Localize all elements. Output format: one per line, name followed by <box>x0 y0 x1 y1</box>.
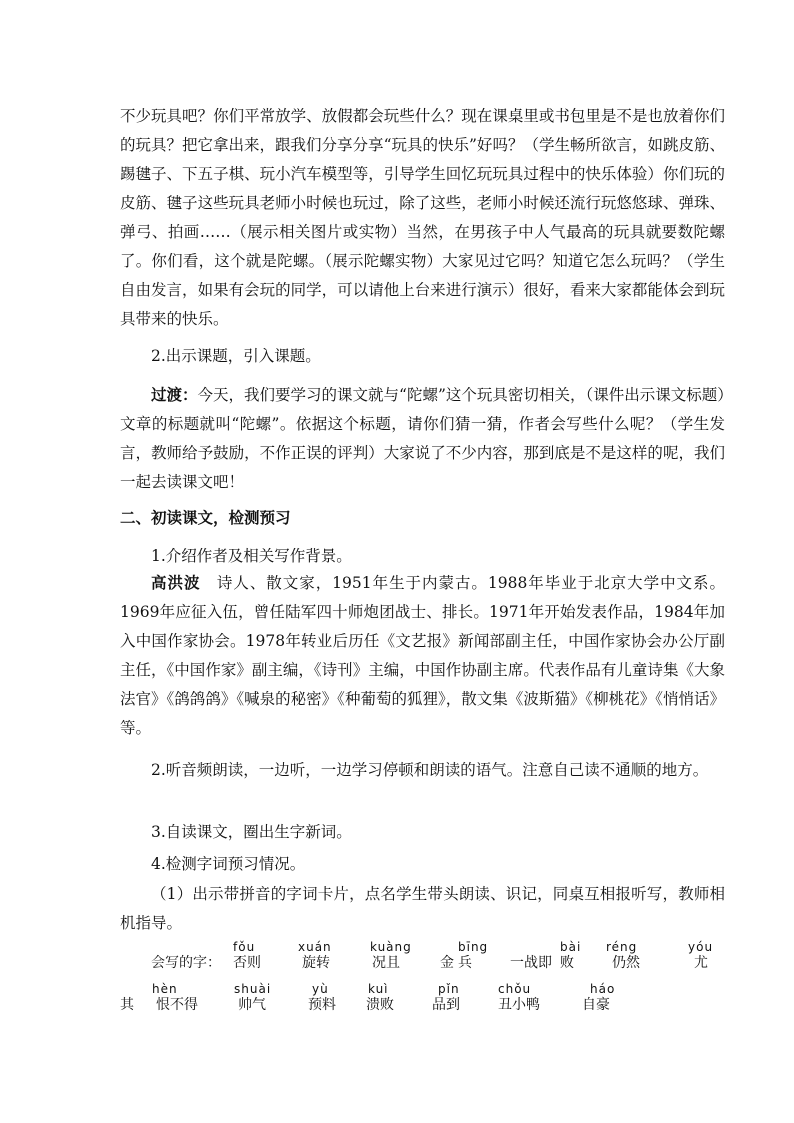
pinyin: réng <box>606 940 638 954</box>
pinyin: shuài <box>234 982 272 996</box>
author-name: 高洪波 <box>151 573 201 592</box>
vocab-word: 自豪 <box>582 997 610 1013</box>
step-3-read: 3.自读课文，圈出生字新词。 <box>151 823 352 841</box>
transition-paragraph <box>120 380 725 497</box>
pinyin: pǐn <box>438 982 460 996</box>
author-bio: 诗人、散文家，1951年生于内蒙古。1988年毕业于北京大学中文系。1969年应征入伍，曾任陆军四十师炮团战士、排长。1971年开始发表作品，1984年加入中国作家协会。1978年转业后历任《文艺报》新闻部副主任，中国作家协会办公厅副主任，《中国作家》副主编，《诗刊》主编，中国作协副主席。代表作品有儿童诗集《大象法官》《鸽鸽鸽》《喊泉的秘密》《种葡萄的狐狸》，散文集《波斯猫》《柳桃花》《悄悄话》等。 <box>120 574 725 737</box>
vocab-word: 帅气 <box>238 997 266 1013</box>
vocab-word: 金 <box>440 955 454 971</box>
pinyin: kuì <box>368 982 389 996</box>
vocab-word: 其 <box>120 997 134 1013</box>
vocab-word: 一战即 <box>510 955 552 971</box>
step-1-title: 1.介绍作者及相关写作背景。 <box>151 547 352 565</box>
author-paragraph <box>120 568 725 743</box>
vocab-row-1 <box>120 940 740 980</box>
pinyin: kuàng <box>370 940 412 954</box>
vocab-word: 况且 <box>372 955 400 971</box>
pinyin: yù <box>312 982 329 996</box>
pinyin: háo <box>590 982 616 996</box>
pinyin: xuán <box>298 940 332 954</box>
step-4-check: 4.检测字词预习情况。 <box>151 855 306 873</box>
vocab-label: 会写的字： <box>151 955 221 971</box>
vocab-word: 仍然 <box>612 955 640 971</box>
vocab-instruction: （1）出示带拼音的字词卡片，点名学生带头朗读、识记，同桌互相报听写，教师相机指导。 <box>120 885 725 932</box>
vocab-word: 兵 <box>458 955 472 971</box>
vocab-word: 旋转 <box>302 955 330 971</box>
vocab-word: 溃败 <box>366 997 394 1013</box>
vocab-word: 败 <box>560 955 574 971</box>
vocab-row-2 <box>120 982 740 1022</box>
section-heading: 二、初读课文，检测预习 <box>120 509 291 527</box>
transition-label: 过渡： <box>151 385 198 404</box>
vocab-word: 否则 <box>233 955 261 971</box>
vocab-word: 预料 <box>308 997 336 1013</box>
transition-text: 今天，我们要学习的课文就与“陀螺”这个玩具密切相关，（课件出示课文标题）文章的标题就叫“陀螺”。依据这个标题，请你们猜一猜，作者会写些什么呢？（学生发言，教师给予鼓励，不作正误的评判）大家说了不少内容，那到底是不是这样的呢，我们一起去读课文吧！ <box>120 386 725 491</box>
vocab-word: 尤 <box>694 955 708 971</box>
vocab-word: 品到 <box>432 997 460 1013</box>
pinyin: bīng <box>458 940 489 954</box>
vocab-word: 丑小鸭 <box>498 997 540 1013</box>
pinyin: hèn <box>152 982 178 996</box>
pinyin: bài <box>560 940 582 954</box>
pinyin: yóu <box>688 940 714 954</box>
pinyin: fǒu <box>233 940 256 954</box>
pinyin: chǒu <box>498 982 532 996</box>
intro-paragraph: 不少玩具吧？你们平常放学、放假都会玩些什么？现在课桌里或书包里是不是也放着你们的玩具？把它拿出来，跟我们分享分享“玩具的快乐”好吗？（学生畅所欲言，如跳皮筋、踢毽子、下五子棋、玩小汽车模型等，引导学生回忆玩玩具过程中的快乐体验）你们玩的皮筋、毽子这些玩具老师小时候也玩过，除了这些，老师小时候还流行玩悠悠球、弹珠、弹弓、拍画……（展示相关图片或实物）当然，在男孩子中人气最高的玩具就要数陀螺了。你们看，这个就是陀螺。（展示陀螺实物）大家见过它吗？知道它怎么玩吗？（学生自由发言，如果有会玩的同学，可以请他上台来进行演示）很好，看来大家都能体会到玩具带来的快乐。 <box>120 107 725 328</box>
step-2-listen: 2.听音频朗读，一边听，一边学习停顿和朗读的语气。注意自己读不通顺的地方。 <box>151 761 709 779</box>
vocab-word: 恨不得 <box>156 997 198 1013</box>
step-2-title: 2.出示课题，引入课题。 <box>151 347 321 365</box>
